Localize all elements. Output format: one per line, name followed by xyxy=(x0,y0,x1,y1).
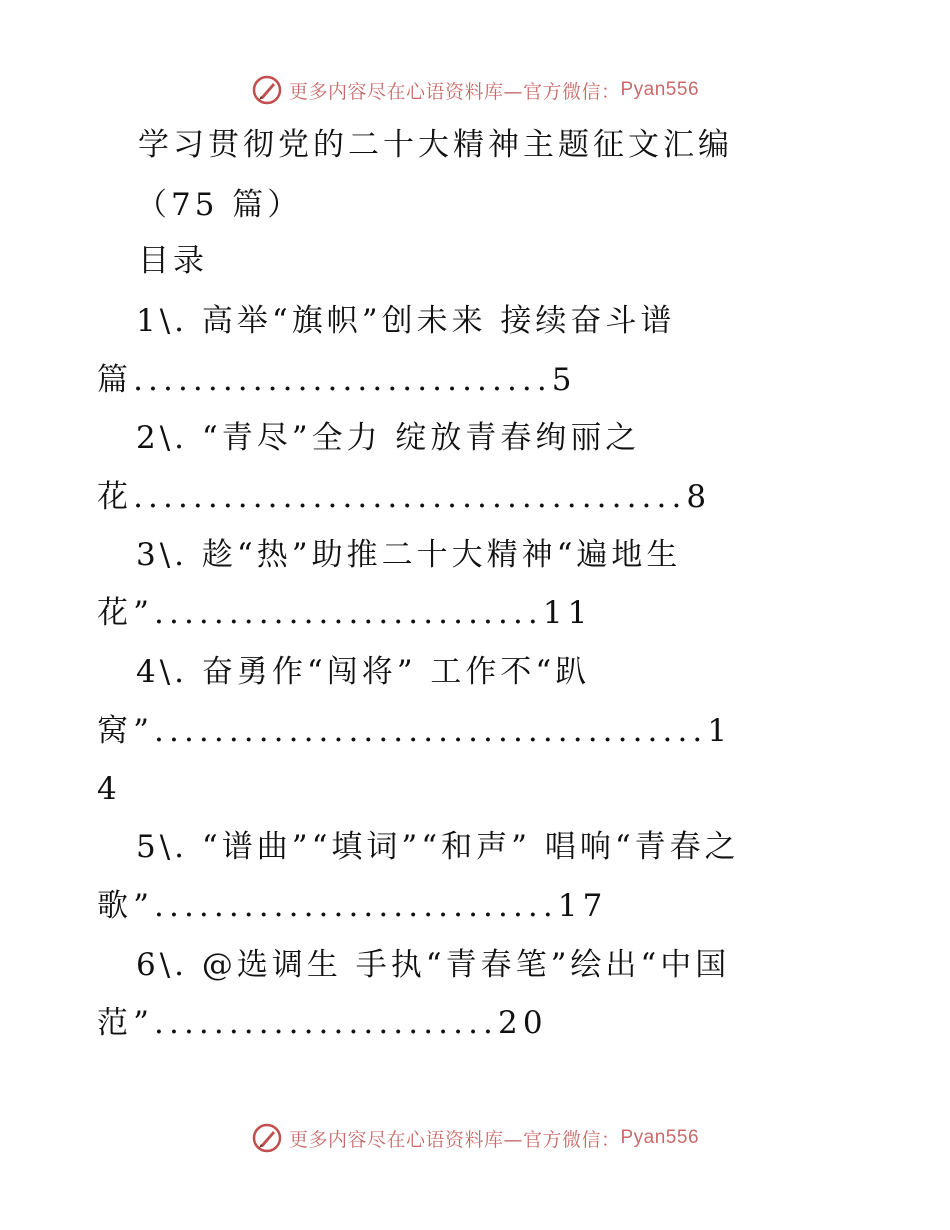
quill-pen-icon xyxy=(251,74,283,106)
toc-entry-title[interactable]: 4\. 奋勇作“闯将” 工作不“趴 xyxy=(136,654,591,690)
toc-entry-leader[interactable]: 花.....................................8 xyxy=(97,479,712,515)
toc-entry-leader[interactable]: 范”.......................20 xyxy=(97,1005,548,1041)
toc-entry-title[interactable]: 3\. 趁“热”助推二十大精神“遍地生 xyxy=(136,537,682,573)
toc-entry-title[interactable]: 6\. @选调生 手执“青春笔”绘出“中国 xyxy=(136,947,731,983)
toc-entry-title[interactable]: 5\. “谱曲”“填词”“和声” 唱响“青春之 xyxy=(136,829,740,865)
toc-entry-leader[interactable]: 窝”.....................................1 xyxy=(97,713,733,749)
quill-pen-icon xyxy=(251,1122,283,1154)
toc-entry-leader[interactable]: 歌”...........................17 xyxy=(97,888,608,924)
watermark-header xyxy=(0,74,950,106)
toc-entry-title[interactable]: 2\. “青尽”全力 绽放青春绚丽之 xyxy=(136,420,641,456)
toc-entry-leader[interactable]: 篇............................5 xyxy=(97,362,577,398)
document-title: 学习贯彻党的二十大精神主题征文汇编 xyxy=(138,127,733,163)
toc-heading: 目录 xyxy=(138,243,208,279)
watermark-wechat-id: Pyan556 xyxy=(620,79,700,100)
watermark-wechat-id: Pyan556 xyxy=(620,1127,700,1148)
watermark-footer xyxy=(0,1122,950,1154)
watermark-text: 更多内容尽在心语资料库—官方微信： xyxy=(288,80,621,103)
watermark-text: 更多内容尽在心语资料库—官方微信： xyxy=(288,1128,621,1151)
toc-entry-page-overflow[interactable]: 4 xyxy=(97,771,121,807)
toc-entry-leader[interactable]: 花”..........................11 xyxy=(97,595,593,631)
toc-entry-title[interactable]: 1\. 高举“旗帜”创未来 接续奋斗谱 xyxy=(136,303,676,339)
document-subtitle: （75 篇） xyxy=(136,187,303,223)
